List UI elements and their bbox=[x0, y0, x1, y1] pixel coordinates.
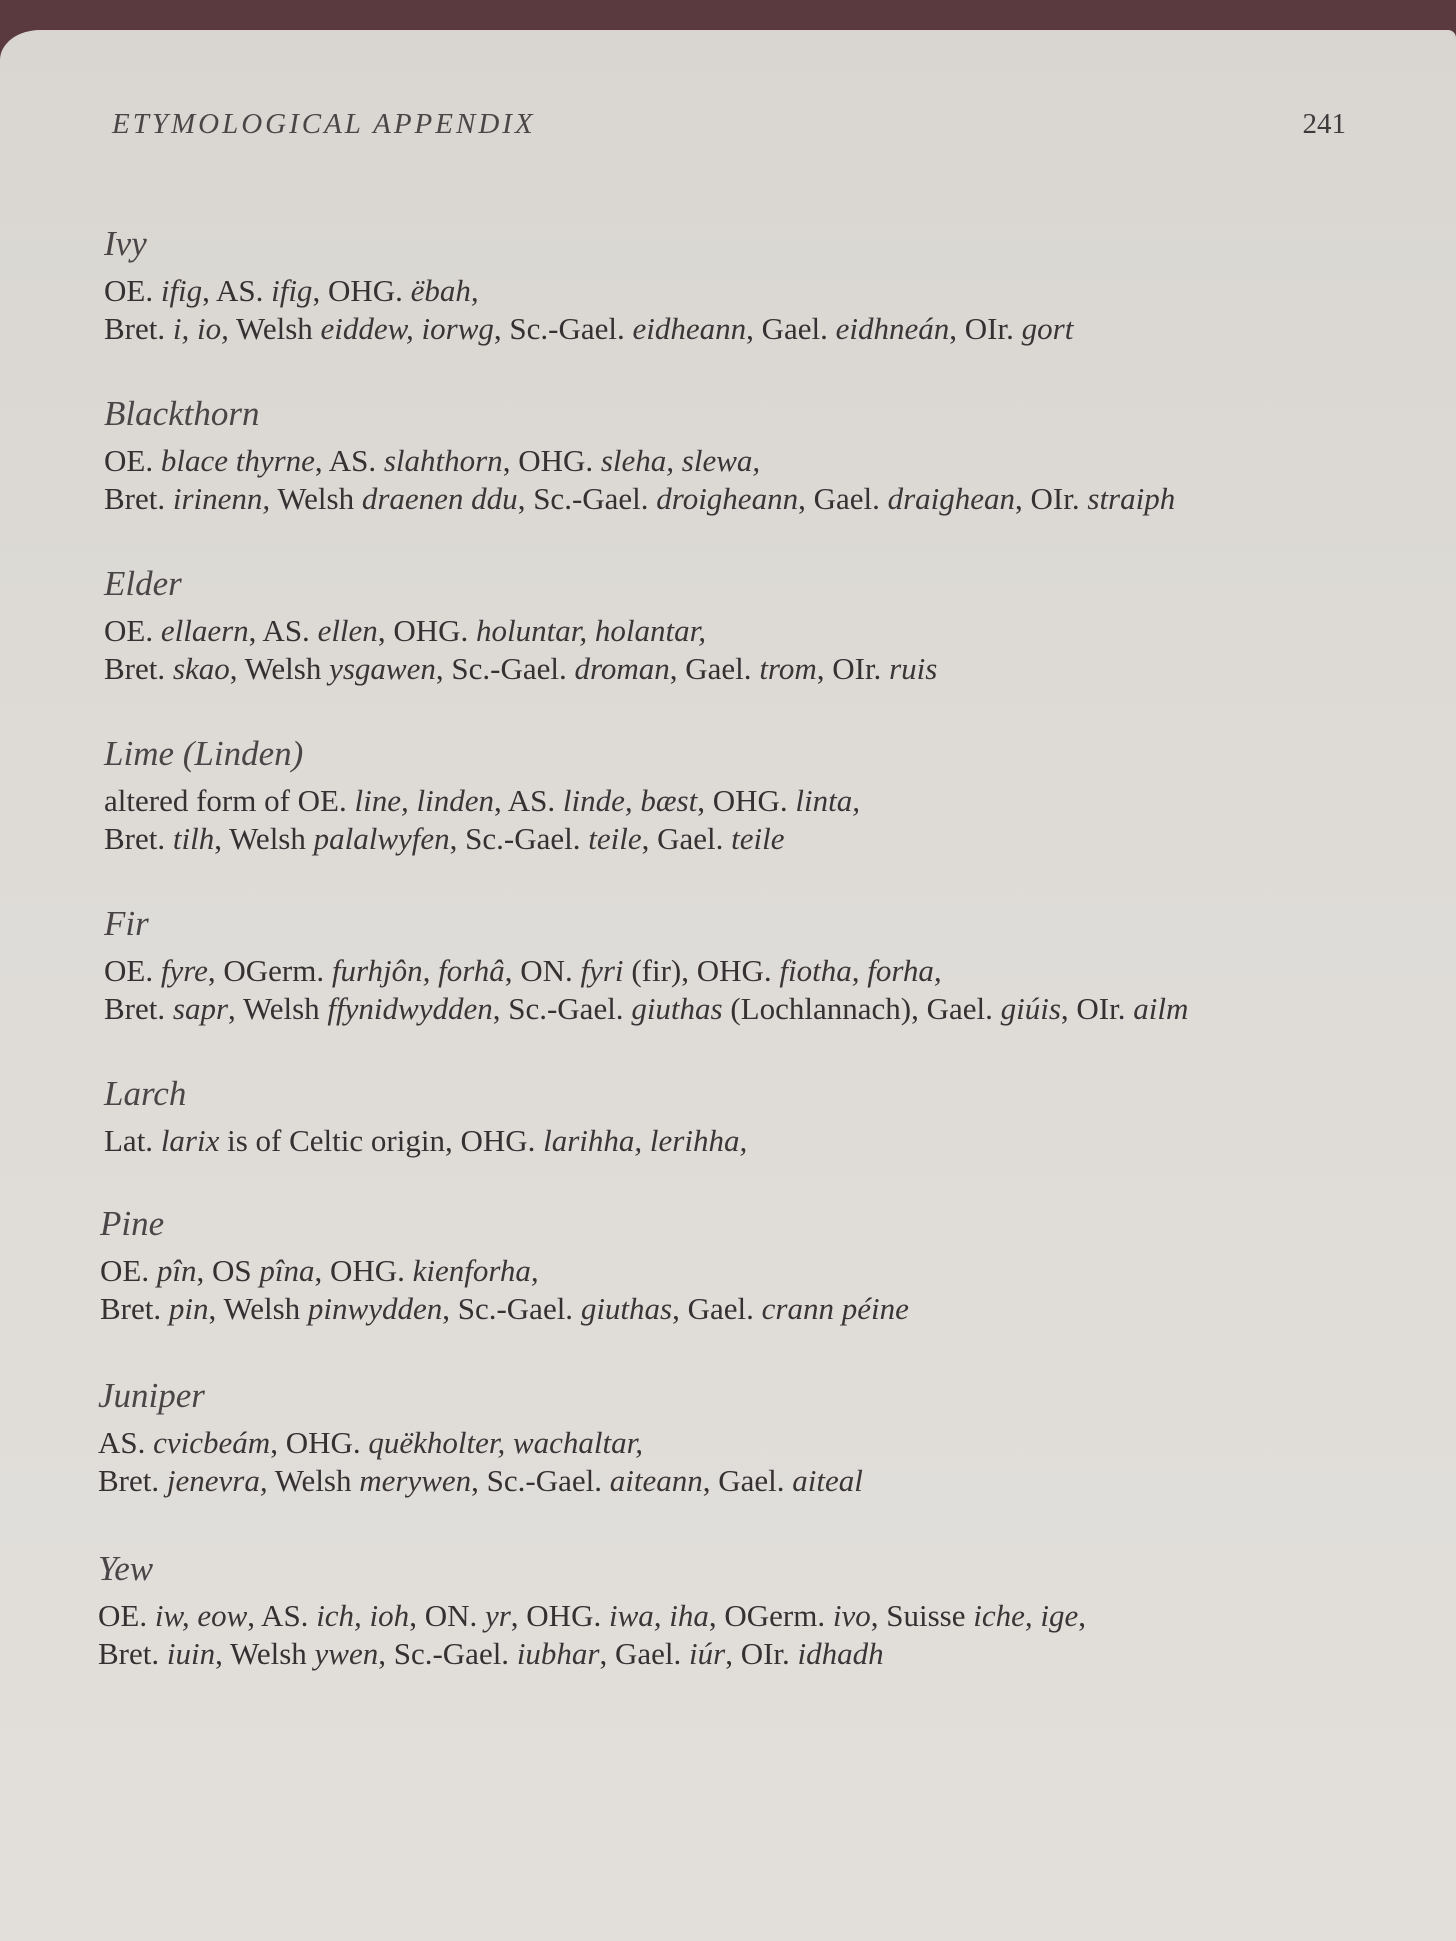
language-label: , AS. bbox=[314, 443, 384, 478]
language-label: Bret. bbox=[100, 1291, 169, 1326]
language-label: , OHG. bbox=[314, 1253, 413, 1288]
entry-headword: Lime (Linden) bbox=[104, 734, 304, 773]
cognate-form: yr bbox=[484, 1598, 511, 1633]
language-label: , OS bbox=[196, 1253, 260, 1288]
language-label: Bret. bbox=[104, 481, 173, 516]
entry-line bbox=[100, 1252, 909, 1290]
language-label: , Sc.-Gael. bbox=[492, 991, 632, 1026]
cognate-form: giuthas bbox=[631, 991, 723, 1026]
language-label: , Welsh bbox=[208, 1291, 308, 1326]
cognate-form: droman bbox=[574, 651, 670, 686]
cognate-form: iw, eow bbox=[154, 1598, 248, 1633]
language-label: , ON. bbox=[504, 953, 581, 988]
language-label: Bret. bbox=[104, 991, 173, 1026]
cognate-form: ifig bbox=[271, 273, 313, 308]
entry bbox=[104, 730, 860, 900]
language-label: OE. bbox=[104, 953, 161, 988]
language-label: , Gael. bbox=[599, 1636, 690, 1671]
cognate-form: linde, bæst bbox=[562, 783, 698, 818]
cognate-form: line, linden bbox=[354, 783, 494, 818]
cognate-form: ywen bbox=[314, 1636, 379, 1671]
entry-line bbox=[100, 1290, 909, 1328]
language-label: , OHG. bbox=[510, 1598, 609, 1633]
cognate-form: iúr bbox=[689, 1636, 726, 1671]
cognate-form: pîn bbox=[156, 1253, 197, 1288]
language-label: , OHG. bbox=[697, 783, 796, 818]
language-label: (fir), OHG. bbox=[623, 953, 780, 988]
language-label: , Sc.-Gael. bbox=[471, 1463, 610, 1498]
language-label: , OIr. bbox=[949, 311, 1022, 346]
language-label: (Lochlannach), Gael. bbox=[722, 991, 1001, 1026]
entry-line bbox=[104, 1122, 747, 1160]
entry-line bbox=[104, 782, 860, 820]
language-label: , Sc.-Gael. bbox=[435, 651, 575, 686]
language-label: Bret. bbox=[98, 1636, 167, 1671]
entry-headword: Elder bbox=[104, 564, 182, 603]
language-label: , AS. bbox=[248, 613, 318, 648]
cognate-form: giúis bbox=[1000, 991, 1061, 1026]
page-number: 241 bbox=[1302, 108, 1346, 140]
entry-line bbox=[104, 990, 1188, 1028]
cognate-form: aiteann bbox=[609, 1463, 703, 1498]
cognate-form: teile bbox=[731, 821, 785, 856]
cognate-form: ich, ioh bbox=[316, 1598, 410, 1633]
cognate-form: gort bbox=[1021, 311, 1074, 346]
language-label: , Welsh bbox=[229, 651, 330, 686]
language-label: , OHG. bbox=[377, 613, 476, 648]
cognate-form: ailm bbox=[1133, 991, 1189, 1026]
cognate-form: i, io, bbox=[172, 311, 229, 346]
cognate-form: larihha, lerihha, bbox=[543, 1123, 748, 1158]
cognate-form: sapr bbox=[172, 991, 229, 1026]
cognate-form: draenen ddu bbox=[361, 481, 518, 516]
language-label: , OIr. bbox=[1060, 991, 1134, 1026]
cognate-form: linta, bbox=[795, 783, 860, 818]
cognate-form: giuthas bbox=[580, 1291, 673, 1326]
language-label: , Sc.-Gael. bbox=[378, 1636, 517, 1671]
cognate-form: iuin bbox=[166, 1636, 216, 1671]
cognate-form: holuntar, holantar, bbox=[475, 613, 706, 648]
cognate-form: blace thyrne bbox=[160, 443, 315, 478]
language-label: OE. bbox=[104, 613, 161, 648]
language-label: , Gael. bbox=[746, 311, 836, 346]
cognate-form: eidhneán bbox=[835, 311, 950, 346]
entry-headword: Yew bbox=[98, 1549, 154, 1588]
language-label: , AS. bbox=[493, 783, 563, 818]
language-label: , Gael. bbox=[672, 1291, 762, 1326]
cognate-form: cvicbeám bbox=[153, 1425, 271, 1460]
cognate-form: droigheann bbox=[656, 481, 799, 516]
language-label: Bret. bbox=[104, 651, 173, 686]
language-label: OE. bbox=[100, 1253, 157, 1288]
book-page bbox=[0, 30, 1456, 1941]
entry bbox=[100, 1200, 909, 1370]
cognate-form: ëbah, bbox=[410, 273, 479, 308]
entry bbox=[98, 1372, 863, 1542]
entry-line bbox=[98, 1424, 863, 1462]
cognate-form: fyre bbox=[160, 953, 208, 988]
cognate-form: slahthorn bbox=[383, 443, 503, 478]
language-label: altered form of OE. bbox=[104, 783, 355, 818]
entry-line bbox=[104, 442, 1175, 480]
cognate-form: palalwyfen bbox=[313, 821, 450, 856]
cognate-form: iwa, iha bbox=[608, 1598, 709, 1633]
language-label: , OIr. bbox=[1015, 481, 1088, 516]
cognate-form: idhadh bbox=[797, 1636, 884, 1671]
entry-headword: Larch bbox=[104, 1074, 187, 1113]
cognate-form: crann péine bbox=[761, 1291, 909, 1326]
cognate-form: straiph bbox=[1087, 481, 1176, 516]
cognate-form: quëkholter, wachaltar, bbox=[368, 1425, 644, 1460]
entry-line bbox=[98, 1462, 863, 1500]
cognate-form: draighean bbox=[887, 481, 1016, 516]
cognate-form: kienforha, bbox=[412, 1253, 539, 1288]
language-label: Lat. bbox=[104, 1123, 161, 1158]
cognate-form: pin bbox=[168, 1291, 209, 1326]
cognate-form: larix bbox=[160, 1123, 220, 1158]
cognate-form: iche, ige bbox=[973, 1598, 1079, 1633]
language-label: , Gael. bbox=[798, 481, 888, 516]
language-label: , OIr. bbox=[816, 651, 890, 686]
language-label: Welsh bbox=[270, 481, 362, 516]
language-label: , Sc.-Gael. bbox=[442, 1291, 581, 1326]
language-label: , Welsh bbox=[214, 821, 314, 856]
entry-headword: Juniper bbox=[98, 1376, 205, 1415]
cognate-form: skao bbox=[172, 651, 230, 686]
entry bbox=[104, 900, 1188, 1070]
cognate-form: ruis bbox=[889, 651, 938, 686]
language-label: , Gael. bbox=[702, 1463, 793, 1498]
cognate-form: pinwydden bbox=[307, 1291, 443, 1326]
language-label: AS. bbox=[98, 1425, 154, 1460]
cognate-form: ellaern bbox=[160, 613, 249, 648]
cognate-form: tilh bbox=[172, 821, 215, 856]
cognate-form: pîna bbox=[259, 1253, 315, 1288]
entry-headword: Pine bbox=[100, 1204, 165, 1243]
cognate-form: irinenn, bbox=[172, 481, 271, 516]
language-label: , OHG. bbox=[270, 1425, 369, 1460]
language-label: , bbox=[1078, 1598, 1086, 1633]
language-label: Bret. bbox=[104, 311, 173, 346]
language-label: , OGerm. bbox=[207, 953, 332, 988]
language-label: , Sc.-Gael. bbox=[493, 311, 633, 346]
entry-headword: Fir bbox=[104, 904, 149, 943]
entry bbox=[104, 390, 1175, 560]
language-label: , Sc.-Gael. bbox=[517, 481, 657, 516]
language-label: , ON. bbox=[409, 1598, 485, 1633]
language-label: , OHG. bbox=[502, 443, 601, 478]
entry-line bbox=[104, 650, 937, 688]
language-label: Welsh bbox=[228, 311, 321, 346]
cognate-form: aiteal bbox=[792, 1463, 863, 1498]
entry-line bbox=[104, 480, 1175, 518]
cognate-form: ellen bbox=[317, 613, 378, 648]
entry-line bbox=[98, 1635, 1086, 1673]
language-label: , OIr. bbox=[725, 1636, 798, 1671]
page-header bbox=[112, 108, 1346, 148]
entry bbox=[98, 1545, 1086, 1715]
language-label: is of Celtic origin, OHG. bbox=[219, 1123, 544, 1158]
language-label: , OHG. bbox=[312, 273, 411, 308]
cognate-form: eidheann bbox=[632, 311, 747, 346]
language-label: Welsh bbox=[267, 1463, 360, 1498]
language-label: OE. bbox=[98, 1598, 155, 1633]
language-label: Bret. bbox=[104, 821, 173, 856]
cognate-form: fyri bbox=[580, 953, 624, 988]
entry bbox=[104, 560, 937, 730]
language-label: , AS. bbox=[202, 273, 272, 308]
cognate-form: ffynidwydden bbox=[327, 991, 493, 1026]
language-label: , Suisse bbox=[870, 1598, 974, 1633]
language-label: , AS. bbox=[247, 1598, 317, 1633]
entry-line bbox=[104, 820, 860, 858]
entry-headword: Blackthorn bbox=[104, 394, 260, 433]
cognate-form: iubhar bbox=[516, 1636, 600, 1671]
language-label: , Welsh bbox=[228, 991, 328, 1026]
cognate-form: ifig bbox=[160, 273, 203, 308]
cognate-form: jenevra, bbox=[166, 1463, 268, 1498]
cognate-form: fiotha, forha, bbox=[779, 953, 942, 988]
entry-line bbox=[98, 1597, 1086, 1635]
cognate-form: furhjôn, forhâ bbox=[331, 953, 505, 988]
language-label: , OGerm. bbox=[708, 1598, 833, 1633]
cognate-form: eiddew, iorwg bbox=[320, 311, 494, 346]
cognate-form: trom bbox=[759, 651, 817, 686]
entry-headword: Ivy bbox=[104, 224, 147, 263]
running-title: ETYMOLOGICAL APPENDIX bbox=[112, 108, 536, 140]
cognate-form: sleha, slewa, bbox=[600, 443, 761, 478]
language-label: , Gael. bbox=[669, 651, 760, 686]
entry-line bbox=[104, 310, 1073, 348]
entry bbox=[104, 220, 1073, 390]
language-label: OE. bbox=[104, 273, 161, 308]
cognate-form: merywen bbox=[359, 1463, 472, 1498]
language-label: Bret. bbox=[98, 1463, 167, 1498]
language-label: , Sc.-Gael. bbox=[449, 821, 589, 856]
language-label: , Gael. bbox=[641, 821, 732, 856]
entry-line bbox=[104, 952, 1188, 990]
entry-line bbox=[104, 612, 937, 650]
language-label: OE. bbox=[104, 443, 161, 478]
entry-line bbox=[104, 272, 1073, 310]
cognate-form: ysgawen bbox=[329, 651, 436, 686]
cognate-form: teile bbox=[588, 821, 642, 856]
language-label: , Welsh bbox=[215, 1636, 315, 1671]
cognate-form: ivo bbox=[832, 1598, 871, 1633]
